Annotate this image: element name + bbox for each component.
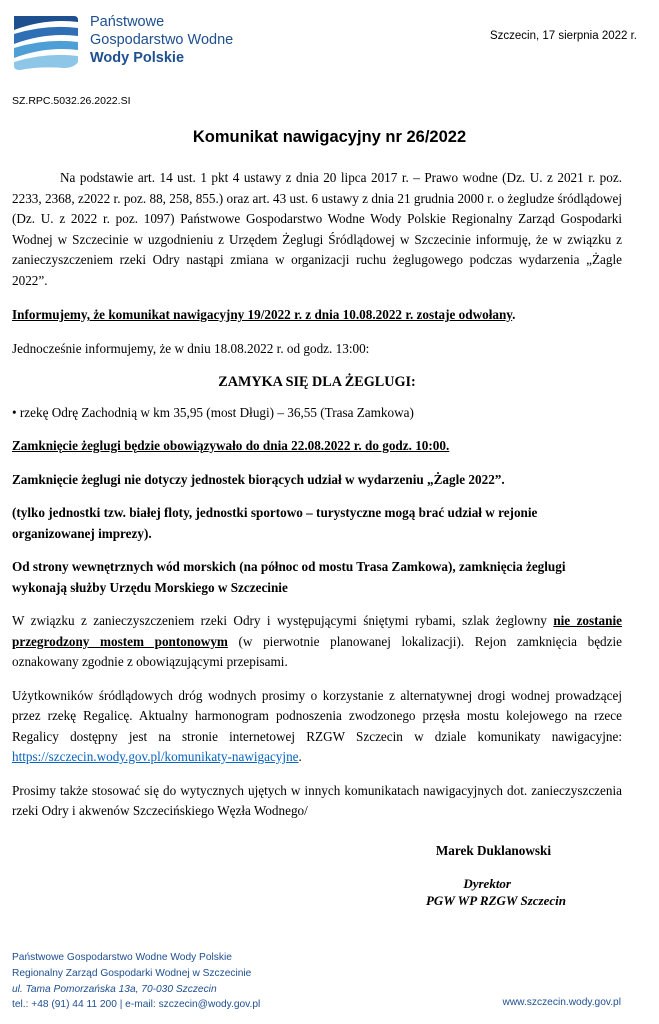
footer-line1: Państwowe Gospodarstwo Wodne Wody Polskie [12,952,232,963]
maritime-paragraph: Od strony wewnętrznych wód morskich (na północ od mostu Trasa Zamkowa), zamknięcia żeglugi wykonają służby Urzędu Morskiego w Szczecinie [12,559,566,595]
logo-text-line1: Państwowe [90,14,165,30]
signatory-organization: PGW WP RZGW Szczecin [425,893,566,908]
pontoon-paragraph [12,611,622,673]
closure-end-paragraph: Zamknięcie żeglugi będzie obowiązywało do dnia 22.08.2022 r. do godz. 10:00. [12,438,450,453]
navigation-notices-link[interactable]: https://szczecin.wody.gov.pl/komunikaty-nawigacyjne [12,749,299,764]
alternative-route-paragraph [12,686,622,768]
signatory-role: Dyrektor [463,876,511,891]
closing-paragraph: Prosimy także stosować się do wytycznych ujętych w innych komunikatach nawigacyjnych dot. zanieczyszczenia rzeki Odry i akwenów Szczecińskiego Węzła Wodnego/ [12,782,622,818]
reference-number: SZ.RPC.5032.26.2022.SI [12,95,131,107]
footer-contact: tel.: +48 (91) 44 11 200 | e-mail: szczecin@wody.gov.pl [12,999,261,1011]
pontoon-text-bold: nie zostanie przegrodzony mostem pontonowym [12,613,622,649]
exception-paragraph: Zamknięcie żeglugi nie dotyczy jednostek biorących udział w wydarzeniu „Żagle 2022”. [12,471,505,487]
document-date: Szczecin, 17 sierpnia 2022 r. [489,30,637,42]
revocation-text: Informujemy, że komunikat nawigacyjny 19/2022 r. z dnia 10.08.2022 r. zostaje odwołany [12,307,513,322]
closure-bullet: • rzekę Odrę Zachodnią w km 35,95 (most Długi) – 36,55 (Trasa Zamkowa) [12,404,414,420]
closure-heading: ZAMYKA SIĘ DLA ŻEGLUGI: [218,374,416,390]
signatory-name: Marek Duklanowski [435,843,551,858]
date-paragraph: Jednocześnie informujemy, że w dniu 18.08.2022 r. od godz. 13:00: [12,340,370,356]
revocation-paragraph [12,305,622,326]
alternative-route-text: Użytkowników śródlądowych dróg wodnych prosimy o korzystanie z alternatywnej drogi wodnej prowadzącej przez rzekę Regalicę. Aktualny harmonogram podnoszenia zwodzonego przęsła mostu kolejowego na rzece Regalicy dostępny jest na stronie internetowej RZGW Szczecin w dziale komunikaty nawigacyjne: [12,687,622,744]
logo-text-line2: Gospodarstwo Wodne [90,32,234,48]
revocation-end: . [512,307,516,322]
intro-paragraph: Na podstawie art. 14 ust. 1 pkt 4 ustawy z dnia 20 lipca 2017 r. – Prawo wodne (Dz. U. z 2021 r. poz. 2233, 2368, z2022 r. poz. 88, 258, 855.) oraz art. 43 ust. 6 ustawy z dnia 21 grudnia 2000 r. o żegludze śródlądowej (Dz. U. z 2022 r. poz. 1097) Państwowe Gospodarstwo Wodne Wody Polskie Regionalny Zarząd Gospodarki Wodnej w Szczecinie w uzgodnieniu z Urzędem Żeglugi Śródlądowej w Szczecinie informuję, że w związku z zanieczyszczeniem rzeki Odry nastąpi zmiana w organizacji ruchu żeglugowego podczas wydarzenia „Żagle 2022”. [12,170,622,288]
logo [12,12,262,74]
exception-detail-paragraph: (tylko jednostki tzw. białej floty, jednostki sportowo – turystyczne mogą brać udział w rejonie organizowanej imprezy). [12,505,538,541]
footer-website: www.szczecin.wody.gov.pl [502,997,621,1008]
footer-address [12,950,260,1013]
footer-line3: ul. Tama Pomorzańska 13a, 70-030 Szczecin [12,983,217,995]
document-title: Komunikat nawigacyjny nr 26/2022 [192,128,467,146]
pontoon-text-end: (w pierwotnie planowanej lokalizacji). Rejon zamknięcia będzie oznakowany zgodnie z obowiązującymi przepisami. [12,633,623,669]
document-body [12,168,622,835]
logo-text-line3: Wody Polskie [90,50,185,66]
footer-line2: Regionalny Zarząd Gospodarki Wodnej w Szczecinie [12,967,252,979]
wody-polskie-logo-icon [12,12,82,72]
pontoon-text-start: W związku z zanieczyszczeniem rzeki Odry i występującymi śniętymi rybami, szlak żeglowny [12,613,554,628]
alternative-route-end: . [298,749,302,764]
